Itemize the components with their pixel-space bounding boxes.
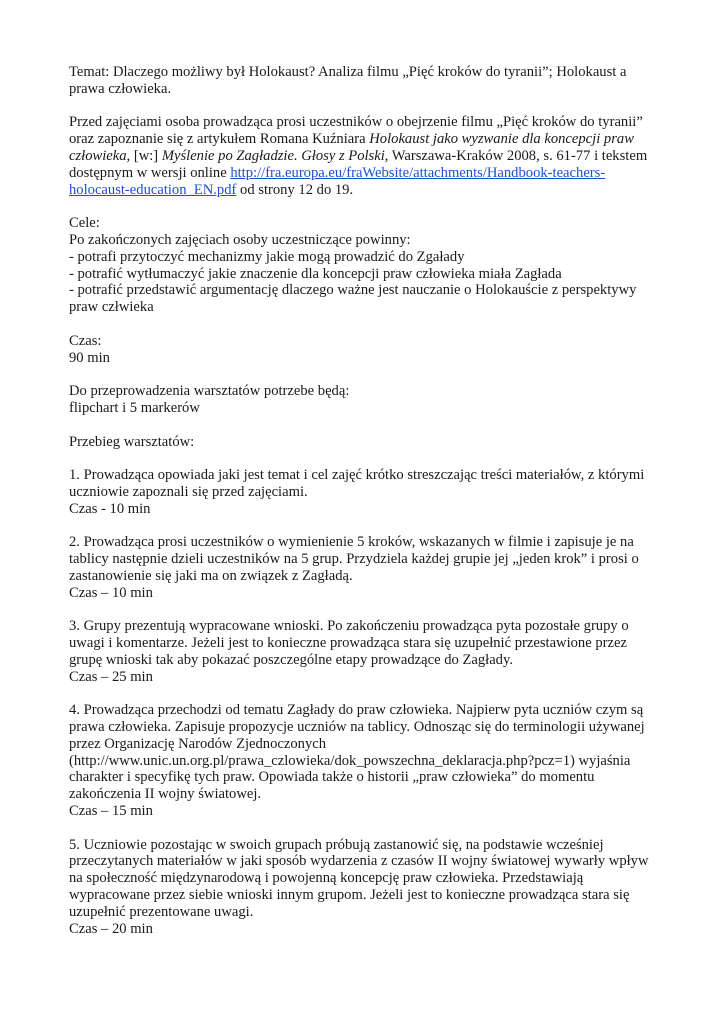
intro-paragraph: [69, 114, 669, 198]
step-line-url: (http://www.unic.un.org.pl/prawa_czlowieka/dok_powszechna_deklaracja.php?pcz=1) wyjaśnia: [69, 752, 631, 769]
step-line: wypracowane przez siebie wnioski innym grupom. Jeżeli jest to konieczne prowadząca stara się: [69, 887, 630, 904]
goal-item: - potrafić przedstawić argumentację dlaczego ważne jest nauczanie o Holokauście z perspektywy: [69, 282, 637, 299]
article-title: Holokaust jako wyzwanie dla koncepcji praw: [369, 131, 634, 148]
step-5: [69, 837, 669, 938]
topic-line-2: prawa człowieka.: [69, 80, 172, 97]
step-line: uwagi i komentarze. Jeżeli jest to konieczne prowadząca stara się uzupełnić przestawione przez: [69, 635, 627, 652]
step-time: Czas - 10 min: [69, 500, 151, 517]
step-time: Czas – 25 min: [69, 668, 153, 685]
intro-text: od strony 12 do 19.: [236, 181, 354, 198]
step-time: Czas – 15 min: [69, 803, 153, 820]
step-line: charakter i specyfikę tych praw. Opowiada także o historii „praw człowieka” do momentu: [69, 769, 595, 786]
step-line: 2. Prowadząca prosi uczestników o wymienienie 5 kroków, wskazanych w filmie i zapisuje je na: [69, 534, 634, 551]
intro-text: oraz zapoznanie się z artykułem Romana Kuźniara: [69, 131, 370, 148]
step-2: [69, 534, 669, 601]
topic-paragraph: [69, 64, 669, 98]
course-heading-paragraph: [69, 434, 669, 451]
intro-line-1: Przed zajęciami osoba prowadząca prosi uczestników o obejrzenie filmu „Pięć kroków do tyranii”: [69, 114, 643, 131]
materials-heading: Do przeprowadzenia warsztatów potrzebe będą:: [69, 383, 350, 400]
course-heading: Przebieg warsztatów:: [69, 433, 195, 450]
time-section: [69, 333, 669, 367]
step-3: [69, 618, 669, 685]
intro-line-4: [69, 165, 669, 182]
step-line: 5. Uczniowie pozostając w swoich grupach próbują zastanowić się, na podstawie wcześniej: [69, 836, 604, 853]
step-time: Czas – 10 min: [69, 584, 153, 601]
handbook-link-continued[interactable]: holocaust-education_EN.pdf: [69, 181, 237, 198]
intro-text: [w:]: [130, 147, 162, 164]
step-line: na społeczność międzynarodową i powojenną koncepcję praw człowieka. Przedstawiają: [69, 870, 584, 887]
article-title-end: człowieka,: [69, 147, 131, 164]
time-heading: Czas:: [69, 332, 102, 349]
intro-text: Warszawa-Kraków 2008, s. 61-77 i tekstem: [388, 147, 648, 164]
topic-line-1: Temat: Dlaczego możliwy był Holokaust? Analiza filmu „Pięć kroków do tyranii”; Holokaust a: [69, 64, 627, 80]
book-title: Myślenie po Zagładzie. Głosy z Polski,: [161, 147, 389, 164]
step-line: uzupełnić prezentowane uwagi.: [69, 903, 254, 920]
step-line: zastanowienie się jaki ma on związek z Zagładą.: [69, 567, 353, 584]
goal-item-continued: praw człwieka: [69, 299, 154, 316]
step-time: Czas – 20 min: [69, 920, 153, 937]
time-value: 90 min: [69, 349, 110, 366]
step-line: przeczytanych materiałów w jaki sposób wydarzenia z czasów II wojny światowej wywarły wpływ: [69, 853, 649, 870]
goals-section: [69, 215, 669, 316]
step-line: tablicy następnie dzieli uczestników na 5 grup. Przydziela każdej grupie jej „jeden krok” i prosi o: [69, 551, 639, 568]
materials-section: [69, 383, 669, 417]
materials-value: flipchart i 5 markerów: [69, 399, 200, 416]
intro-line-5: [69, 182, 669, 199]
goal-item: - potrafi przytoczyć mechanizmy jakie mogą prowadzić do Zgałady: [69, 248, 465, 265]
goals-heading: Cele:: [69, 215, 100, 232]
step-1: [69, 467, 669, 517]
step-line: zakończenia II wojny światowej.: [69, 786, 262, 803]
goals-lead: Po zakończonych zajęciach osoby uczestniczące powinny:: [69, 231, 411, 248]
step-line: 3. Grupy prezentują wypracowane wnioski. Po zakończeniu prowadząca pyta pozostałe grupy o: [69, 618, 629, 635]
handbook-link[interactable]: http://fra.europa.eu/fraWebsite/attachments/Handbook-teachers-: [230, 164, 606, 181]
goal-item: - potrafić wytłumaczyć jakie znaczenie dla koncepcji praw człowieka miała Zagłada: [69, 265, 562, 282]
intro-text: dostępnym w wersji online: [69, 164, 231, 181]
step-line: przez Organizację Narodów Zjednoczonych: [69, 735, 327, 752]
step-line: uczniowie zapoznali się przed zajęciami.: [69, 483, 308, 500]
intro-line-3: [69, 148, 669, 165]
step-line: grupę wnioski tak aby pokazać poszczególne etapy prowadzące do Zagłady.: [69, 651, 513, 668]
step-line: prawa człowieka. Zapisuje propozycje uczniów na tablicy. Odnosząc się do terminologii używanej: [69, 719, 645, 736]
step-4: [69, 702, 669, 820]
step-line: 1. Prowadząca opowiada jaki jest temat i cel zajęć krótko streszczając treści materiałów, z którymi: [69, 467, 645, 484]
document-page: [69, 64, 669, 954]
intro-line-2: [69, 131, 669, 148]
step-line: 4. Prowadząca przechodzi od tematu Zagłady do praw człowieka. Najpierw pyta uczniów czym są: [69, 702, 644, 719]
